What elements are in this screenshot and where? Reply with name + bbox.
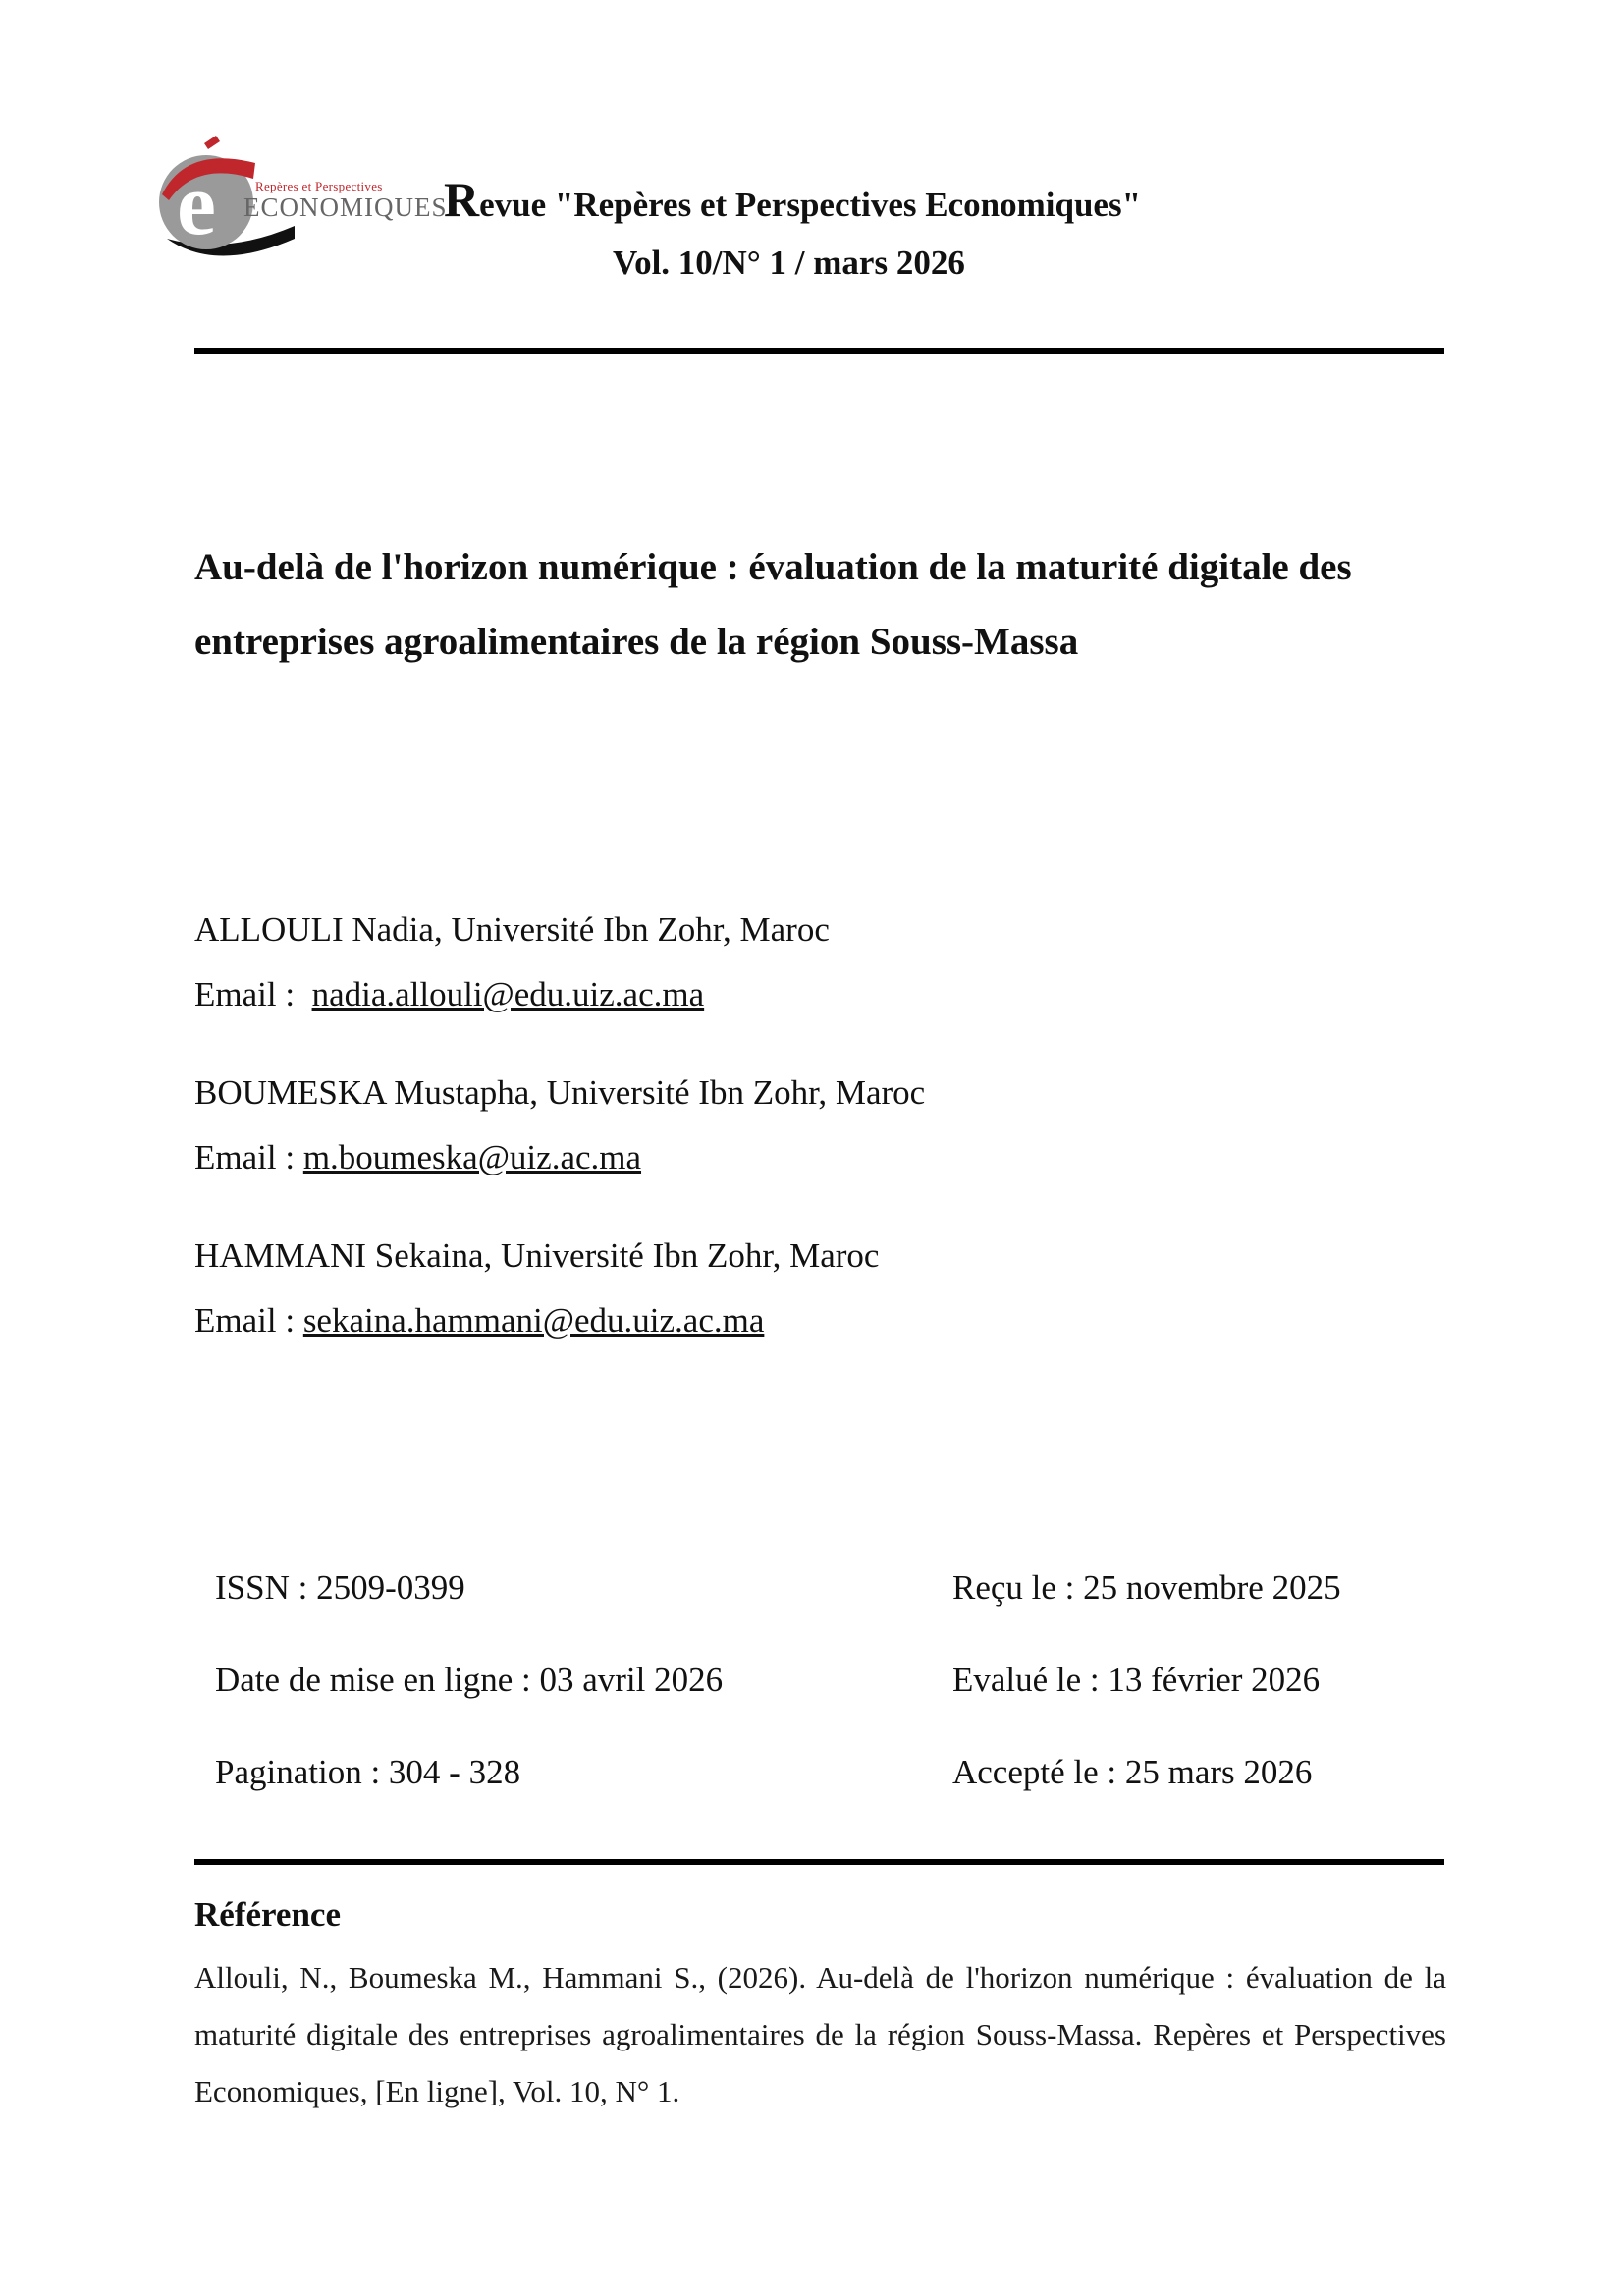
publication-metadata-left	[215, 1542, 723, 1819]
journal-issue: Vol. 10/N° 1 / mars 2026	[613, 244, 965, 282]
article-title: Au-delà de l'horizon numérique : évaluation de la maturité digitale des entreprises agroalimentaires de la région Souss-Massa	[194, 546, 1352, 663]
logo-big-text: ECONOMIQUES	[243, 192, 448, 222]
logo-small-text: Repères et Perspectives	[255, 179, 383, 193]
email-label: Email :	[194, 1301, 303, 1339]
svg-text:e: e	[177, 156, 216, 253]
author-name-affiliation: BOUMESKA Mustapha, Université Ibn Zohr, Maroc	[194, 1073, 926, 1112]
email-label: Email :	[194, 1138, 303, 1176]
email-label: Email :	[194, 975, 312, 1013]
author-email-line	[194, 1288, 1373, 1353]
reference-divider	[194, 1859, 1444, 1865]
received-date: Reçu le : 25 novembre 2025	[952, 1568, 1341, 1607]
reference-citation: Allouli, N., Boumeska M., Hammani S., (2026). Au-delà de l'horizon numérique : évaluation de la maturité digitale des entreprises agroalimentaires de la région Souss-Massa. Repères et Perspectives Economiques, [En ligne], Vol. 10, N° 1.	[194, 1960, 1446, 2108]
author-entry	[194, 898, 1373, 1027]
author-email-link[interactable]: m.boumeska@uiz.ac.ma	[302, 1138, 642, 1176]
author-name-affiliation: HAMMANI Sekaina, Université Ibn Zohr, Maroc	[194, 1236, 880, 1275]
publication-metadata-right	[952, 1542, 1341, 1819]
issn: ISSN : 2509-0399	[215, 1568, 465, 1607]
author-entry	[194, 1061, 1373, 1190]
pagination: Pagination : 304 - 328	[215, 1753, 521, 1791]
author-email-line	[194, 1125, 1373, 1190]
journal-title-rest: evue "Repères et Perspectives Economiques"	[479, 186, 1142, 224]
accepted-date: Accepté le : 25 mars 2026	[952, 1753, 1313, 1791]
online-date: Date de mise en ligne : 03 avril 2026	[215, 1661, 724, 1699]
author-entry	[194, 1224, 1373, 1353]
author-name-affiliation: ALLOULI Nadia, Université Ibn Zohr, Maroc	[194, 910, 830, 949]
reference-heading: Référence	[194, 1895, 341, 1934]
journal-logo	[147, 136, 448, 273]
author-email-link[interactable]: sekaina.hammani@edu.uiz.ac.ma	[302, 1301, 765, 1339]
journal-title	[444, 171, 1141, 228]
authors-block	[194, 898, 1373, 1387]
author-email-link[interactable]: nadia.allouli@edu.uiz.ac.ma	[311, 975, 705, 1013]
author-email-line	[194, 962, 1373, 1027]
header-divider	[194, 348, 1444, 354]
journal-title-initial: R	[444, 172, 480, 227]
evaluated-date: Evalué le : 13 février 2026	[952, 1661, 1321, 1699]
